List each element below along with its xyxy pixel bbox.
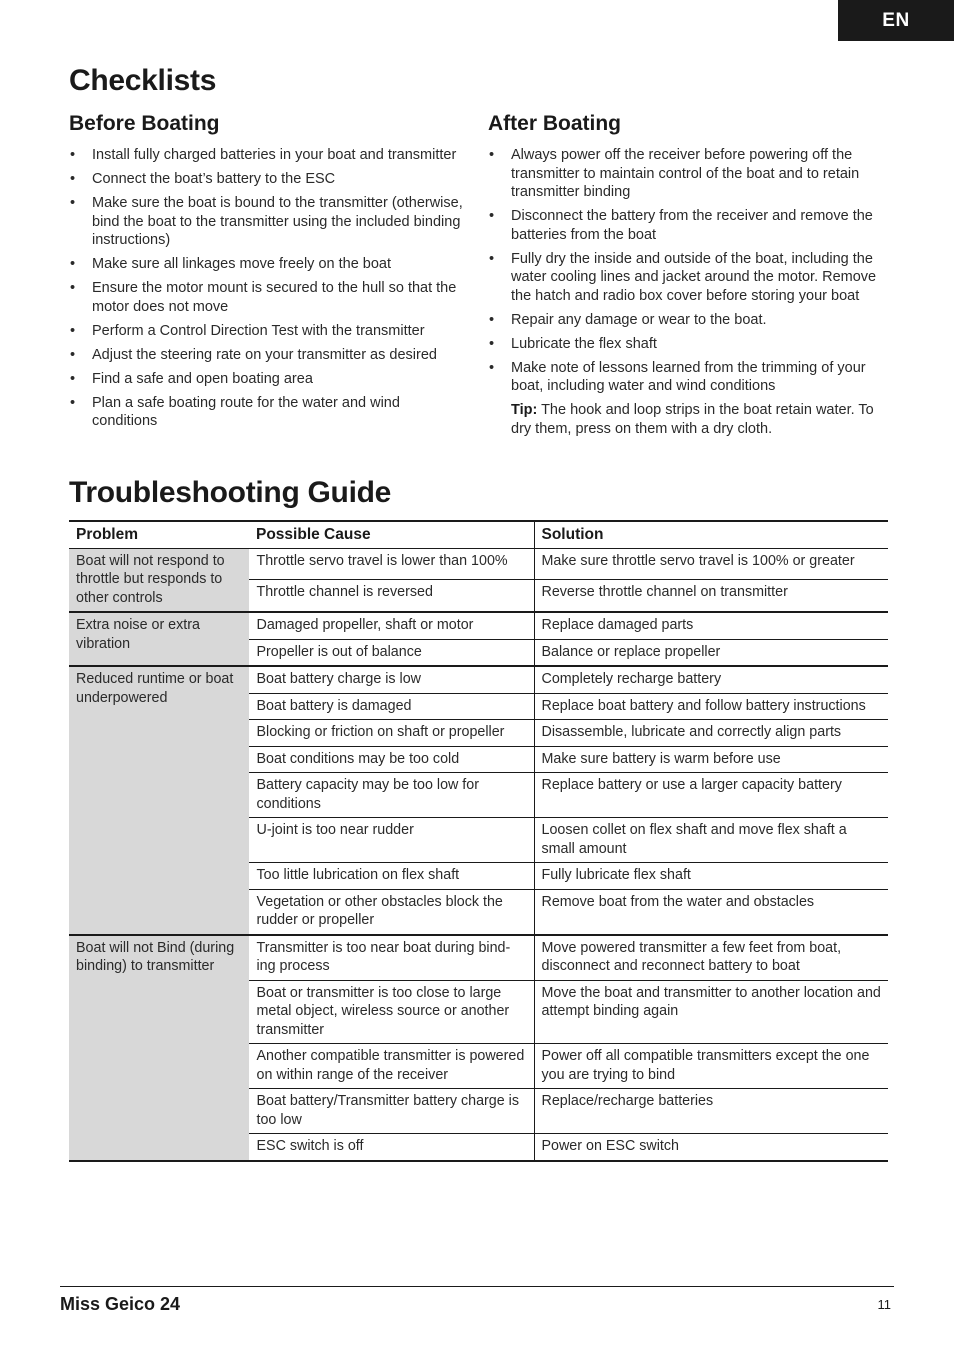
- after-boating-list: [488, 146, 888, 396]
- list-item-text: Plan a safe boating route for the water and wind conditions: [92, 394, 400, 429]
- solution-cell: Reverse throttle channel on transmitter: [534, 580, 888, 612]
- list-item: [69, 170, 469, 189]
- cause-cell: ESC switch is off: [249, 1134, 534, 1161]
- bullet-icon: •: [489, 359, 495, 376]
- list-item: [69, 346, 469, 365]
- list-item: [69, 394, 469, 431]
- solution-cell: Replace battery or use a larger capacity battery: [534, 773, 888, 818]
- cause-cell: Damaged propeller, shaft or motor: [249, 612, 534, 639]
- solution-cell: Balance or replace propeller: [534, 639, 888, 666]
- bullet-icon: •: [70, 394, 76, 411]
- bullet-icon: •: [489, 147, 495, 163]
- tip-note: [488, 401, 888, 438]
- tip-text: The hook and loop strips in the boat retain water. To dry them, press on them with a dry cloth.: [511, 402, 874, 437]
- bullet-icon: •: [70, 280, 76, 296]
- after-boating-heading: After Boating: [488, 112, 621, 135]
- list-item-text: Install fully charged batteries in your boat and transmitter: [92, 147, 457, 163]
- footer-divider: [60, 1286, 894, 1287]
- table-row: [69, 612, 888, 639]
- cause-cell: Another compatible transmitter is powered on within range of the receiver: [249, 1044, 534, 1089]
- solution-cell: Move the boat and transmitter to another location and attempt binding again: [534, 980, 888, 1044]
- solution-cell: Power on ESC switch: [534, 1134, 888, 1161]
- troubleshooting-title: Troubleshooting Guide: [69, 476, 392, 509]
- bullet-icon: •: [489, 311, 495, 328]
- cause-cell: Battery capacity may be too low for conditions: [249, 773, 534, 818]
- bullet-icon: •: [489, 250, 495, 267]
- cause-cell: Boat battery charge is low: [249, 666, 534, 693]
- list-item: [488, 146, 888, 202]
- bullet-icon: •: [489, 208, 495, 224]
- problem-cell: Extra noise or extra vibration: [69, 612, 249, 666]
- before-boating-list: [69, 146, 469, 431]
- cause-cell: Throttle servo travel is lower than 100%: [249, 548, 534, 580]
- solution-cell: Make sure throttle servo travel is 100% or greater: [534, 548, 888, 580]
- bullet-icon: •: [70, 370, 76, 387]
- cause-cell: Boat battery/Transmitter battery charge is too low: [249, 1089, 534, 1134]
- list-item-text: Connect the boat’s battery to the ESC: [92, 171, 336, 187]
- list-item-text: Make sure all linkages move freely on the boat: [92, 256, 392, 272]
- list-item: [69, 279, 469, 316]
- cause-cell: Propeller is out of balance: [249, 639, 534, 666]
- solution-cell: Power off all compatible transmitters except the one you are trying to bind: [534, 1044, 888, 1089]
- list-item-text: Adjust the steering rate on your transmitter as desired: [92, 346, 437, 363]
- list-item: [69, 146, 469, 165]
- problem-cell: Boat will not respond to throttle but responds to other controls: [69, 548, 249, 612]
- bullet-icon: •: [70, 171, 76, 187]
- list-item: [488, 207, 888, 244]
- list-item-text: Repair any damage or wear to the boat.: [511, 311, 767, 328]
- solution-cell: Loosen collet on flex shaft and move flex shaft a small amount: [534, 818, 888, 863]
- list-item-text: Fully dry the inside and outside of the boat, including the water cooling lines and jacket around the motor. Remove the hatch and radio box cover before storing your boat: [511, 250, 877, 304]
- bullet-icon: •: [489, 335, 495, 352]
- list-item-text: Lubricate the flex shaft: [511, 335, 657, 352]
- list-item-text: Disconnect the battery from the receiver and remove the batteries from the boat: [511, 208, 873, 243]
- table-body: [69, 548, 888, 1161]
- checklists-title: Checklists: [69, 64, 217, 97]
- table-row: [69, 548, 888, 580]
- cause-cell: Boat conditions may be too cold: [249, 746, 534, 773]
- cause-cell: Throttle channel is reversed: [249, 580, 534, 612]
- before-boating-section: [69, 112, 469, 436]
- cause-cell: Boat battery is damaged: [249, 693, 534, 720]
- solution-cell: Replace damaged parts: [534, 612, 888, 639]
- list-item: [69, 370, 469, 389]
- list-item-text: Make sure the boat is bound to the transmitter (otherwise, bind the boat to the transmitter using the included binding instructions): [92, 195, 463, 248]
- list-item: [488, 250, 888, 306]
- bullet-icon: •: [70, 147, 76, 163]
- list-item: [69, 322, 469, 341]
- list-item-text: Perform a Control Direction Test with the transmitter: [92, 322, 425, 339]
- solution-cell: Remove boat from the water and obstacles: [534, 889, 888, 935]
- footer-title: Miss Geico 24: [60, 1294, 181, 1314]
- tip-label: Tip:: [511, 402, 538, 418]
- solution-cell: Completely recharge battery: [534, 666, 888, 693]
- bullet-icon: •: [70, 346, 76, 363]
- header-solution: Solution: [534, 521, 888, 548]
- list-item: [69, 255, 469, 274]
- cause-cell: U-joint is too near rudder: [249, 818, 534, 863]
- header-possible-cause: Possible Cause: [249, 521, 534, 548]
- list-item: [69, 194, 469, 250]
- bullet-icon: •: [70, 322, 76, 339]
- list-item-text: Ensure the motor mount is secured to the hull so that the motor does not move: [92, 280, 457, 315]
- cause-cell: Boat or transmitter is too close to large metal object, wireless source or another transmitter: [249, 980, 534, 1044]
- page-number: 11: [877, 1297, 891, 1312]
- list-item-text: Find a safe and open boating area: [92, 370, 313, 387]
- list-item-text: Always power off the receiver before powering off the transmitter to maintain control of the boat and to retain transmitter binding: [511, 147, 860, 200]
- bullet-icon: •: [70, 195, 76, 211]
- cause-cell: Transmitter is too near boat during bind-ing process: [249, 935, 534, 981]
- solution-cell: Move powered transmitter a few feet from boat, disconnect and reconnect battery to boat: [534, 935, 888, 981]
- list-item-text: Make note of lessons learned from the trimming of your boat, including water and wind conditions: [511, 359, 866, 394]
- bullet-icon: •: [70, 256, 76, 272]
- table-header-row: [69, 521, 888, 548]
- before-boating-heading: Before Boating: [69, 112, 220, 135]
- list-item: [488, 359, 888, 396]
- cause-cell: Blocking or friction on shaft or propeller: [249, 720, 534, 747]
- table-row: [69, 666, 888, 693]
- language-tab: EN: [838, 0, 954, 41]
- problem-cell: Boat will not Bind (during binding) to transmitter: [69, 935, 249, 1161]
- after-boating-section: [488, 112, 888, 438]
- troubleshooting-table: [69, 520, 888, 1162]
- header-problem: Problem: [69, 521, 249, 548]
- table-row: [69, 935, 888, 981]
- list-item: [488, 335, 888, 354]
- cause-cell: Too little lubrication on flex shaft: [249, 863, 534, 890]
- list-item: [488, 311, 888, 330]
- solution-cell: Fully lubricate flex shaft: [534, 863, 888, 890]
- solution-cell: Replace/recharge batteries: [534, 1089, 888, 1134]
- solution-cell: Make sure battery is warm before use: [534, 746, 888, 773]
- solution-cell: Disassemble, lubricate and correctly align parts: [534, 720, 888, 747]
- problem-cell: Reduced runtime or boat underpowered: [69, 666, 249, 935]
- cause-cell: Vegetation or other obstacles block the rudder or propeller: [249, 889, 534, 935]
- solution-cell: Replace boat battery and follow battery instructions: [534, 693, 888, 720]
